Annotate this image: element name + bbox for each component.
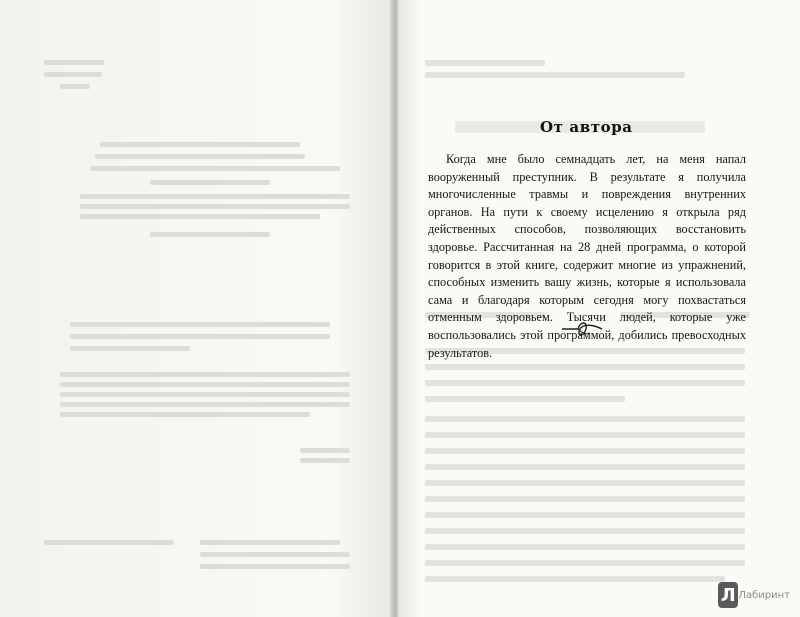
watermark-logo bbox=[718, 581, 790, 609]
left-page-blank bbox=[0, 0, 392, 617]
bleed-through-line bbox=[300, 448, 350, 453]
bleed-through-line bbox=[150, 232, 270, 237]
bleed-through-line bbox=[425, 448, 745, 454]
bleed-through-line bbox=[200, 540, 340, 545]
bleed-through-line bbox=[100, 142, 300, 147]
bleed-through-line bbox=[70, 322, 330, 327]
bleed-through-line bbox=[425, 496, 745, 502]
bleed-through-line bbox=[200, 552, 350, 557]
bleed-through-line bbox=[60, 372, 350, 377]
bleed-through-line bbox=[425, 60, 545, 66]
bleed-through-line bbox=[425, 380, 745, 386]
bleed-through-line bbox=[200, 564, 350, 569]
bleed-through-line bbox=[425, 544, 745, 550]
bleed-through-line bbox=[60, 402, 350, 407]
bleed-through-line bbox=[425, 576, 725, 582]
bleed-through-line bbox=[44, 540, 174, 545]
paragraph: Когда мне было семнадцать лет, на меня напал вооруженный преступник. В результате я получила многочисленные травмы и повреждения внутренних органов. На пути к своему исцелению я открыла ряд действенных способов, позволяющих восстановить здоровье. Рассчитанная на 28 дней программа, о которой говорится в этой книге, содержит многие из упражнений, способных изменить вашу жизнь, которые я использовала сама и благодаря которым сегодня могу похвастаться отменным здоровьем. Тысячи людей, которые уже воспользовались этой программой, добились превосходных результатов. bbox=[428, 152, 746, 360]
bleed-through-line bbox=[90, 166, 340, 171]
bleed-through-line bbox=[70, 346, 190, 351]
bleed-through-line bbox=[425, 464, 745, 470]
bleed-through-line bbox=[425, 560, 745, 566]
bleed-through-line bbox=[60, 84, 90, 89]
bleed-through-line bbox=[425, 364, 745, 370]
bleed-through-line bbox=[300, 458, 350, 463]
bleed-through-line bbox=[44, 72, 102, 77]
decorative-flourish-icon bbox=[560, 317, 604, 341]
bleed-through-line bbox=[95, 154, 305, 159]
bleed-through-line bbox=[60, 392, 350, 397]
bleed-through-line bbox=[80, 214, 320, 219]
bleed-through-line bbox=[70, 334, 330, 339]
watermark-site-text: Лабиринт bbox=[738, 589, 790, 601]
bleed-through-line bbox=[80, 194, 350, 199]
bleed-through-line bbox=[425, 512, 745, 518]
bleed-through-line bbox=[425, 480, 745, 486]
bleed-through-line bbox=[80, 204, 350, 209]
bleed-through-line bbox=[425, 528, 745, 534]
labirint-logo-icon: Л bbox=[718, 582, 738, 608]
bleed-through-line bbox=[425, 396, 625, 402]
bleed-through-line bbox=[60, 382, 350, 387]
bleed-through-line bbox=[44, 60, 104, 65]
chapter-heading: От автора bbox=[540, 118, 633, 136]
bleed-through-line bbox=[425, 432, 745, 438]
bleed-through-line bbox=[425, 416, 745, 422]
bleed-through-line bbox=[425, 72, 685, 78]
bleed-through-line bbox=[60, 412, 310, 417]
bleed-through-line bbox=[150, 180, 270, 185]
